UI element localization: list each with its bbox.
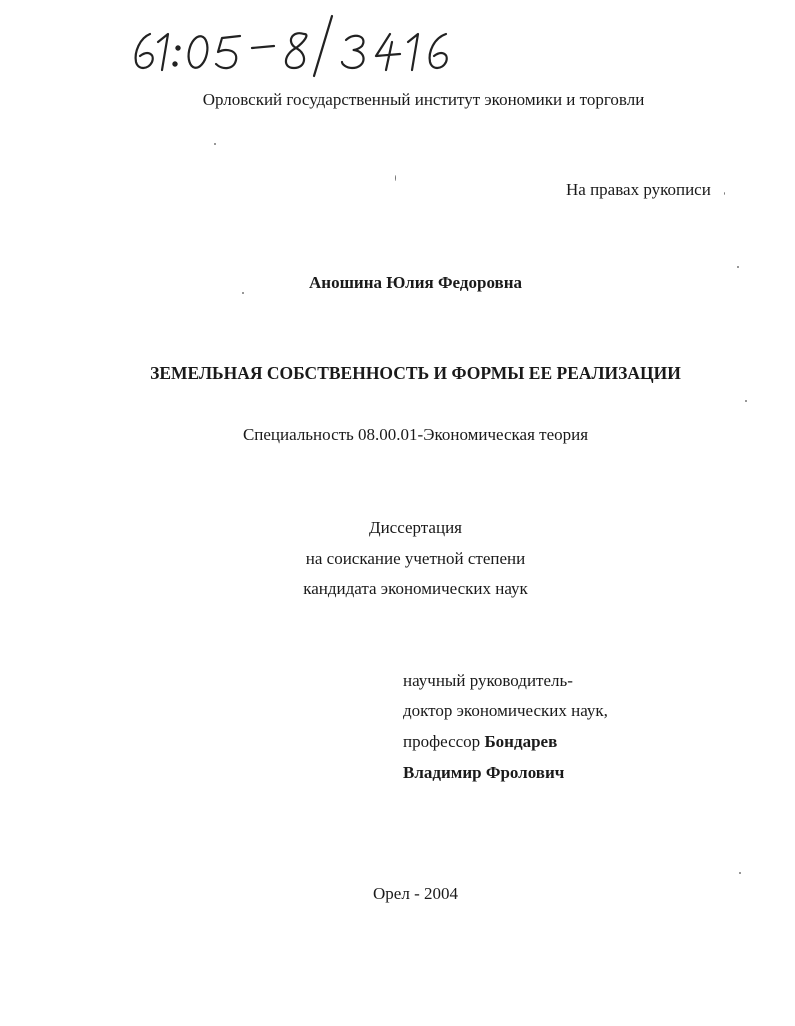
handwritten-archive-code xyxy=(128,12,458,80)
dissertation-line-2: на соискание учетной степени xyxy=(305,549,526,568)
supervisor-title: профессор xyxy=(403,732,485,751)
specialty-line: Специальность 08.00.01-Экономическая теория xyxy=(242,425,589,444)
supervisor-line-1: научный руководитель- xyxy=(403,671,573,690)
institute-name: Орловский государственный институт экономики и торговли xyxy=(202,90,645,109)
dissertation-title: ЗЕМЕЛЬНАЯ СОБСТВЕННОСТЬ И ФОРМЫ ЕЕ РЕАЛИЗАЦИИ xyxy=(150,363,681,383)
dissertation-line-1: Диссертация xyxy=(368,518,462,537)
scan-speck xyxy=(737,266,739,268)
dissertation-line-3: кандидата экономических наук xyxy=(303,579,528,598)
scan-speck xyxy=(242,292,244,294)
rights-note: На правах рукописи xyxy=(566,180,711,199)
author-name: Аношина Юлия Федоровна xyxy=(309,273,522,292)
scan-speck xyxy=(724,192,725,195)
supervisor-given-names: Владимир Фролович xyxy=(403,763,565,782)
scan-speck xyxy=(214,143,216,145)
supervisor-surname: Бондарев xyxy=(484,732,558,751)
supervisor-line-3 xyxy=(403,732,557,752)
supervisor-line-2: доктор экономических наук, xyxy=(403,701,608,720)
scan-speck xyxy=(739,872,741,874)
city-year: Орел - 2004 xyxy=(373,884,458,903)
scan-speck xyxy=(395,175,396,181)
scan-speck xyxy=(745,400,747,402)
